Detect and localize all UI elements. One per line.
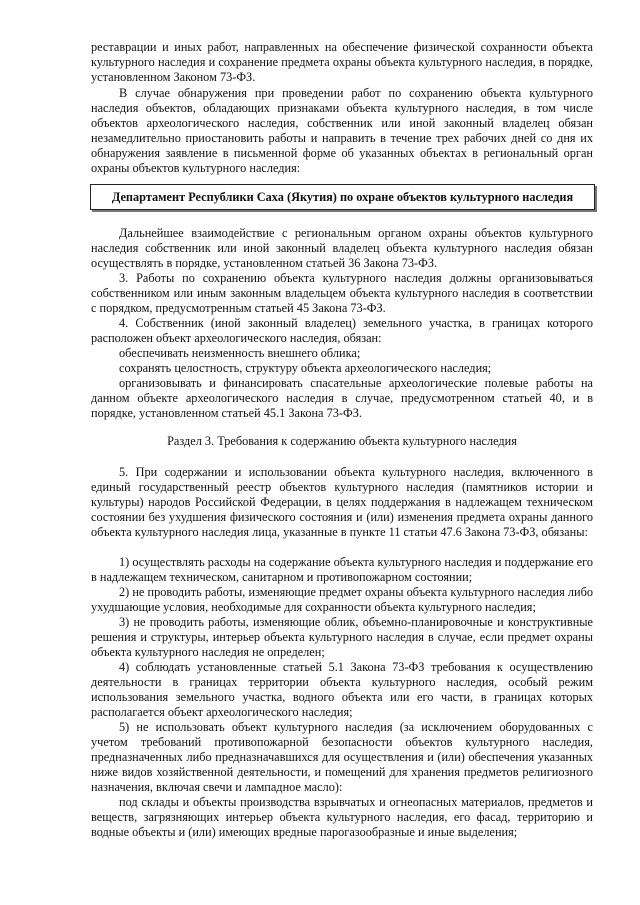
item-1: 1) осуществлять расходы на содержание объекта культурного наследия и поддержание его в надлежащем техническом, санитарном и противопожарном состоянии; xyxy=(91,555,593,584)
item-2: 2) не проводить работы, изменяющие предмет охраны объекта культурного наследия либо ухудшающие условия, необходимые для сохранности объекта культурного наследия; xyxy=(91,585,593,614)
item-5-a: под склады и объекты производства взрывчатых и огнеопасных материалов, предметов и веществ, загрязняющих интерьер объекта культурного наследия, его фасад, территорию и водные объекты и (или) имеющих вредные парогазообразные и иные выделения; xyxy=(91,795,593,839)
authority-box: Департамент Республики Саха (Якутия) по охране объектов культурного наследия xyxy=(90,184,595,210)
item-3: 3) не проводить работы, изменяющие облик, объемно-планировочные и конструктивные решения и структуры, интерьер объекта культурного наследия в случае, если предмет охраны объекта культурного наследия не определен; xyxy=(91,615,593,659)
paragraph-interaction: Дальнейшее взаимодействие с региональным органом охраны объектов культурного наследия собственник или иной законный владелец объекта культурного наследия обязан осуществлять в порядке, установленном статьей 36 Закона 73-ФЗ. xyxy=(91,226,593,270)
paragraph-3: 3. Работы по сохранению объекта культурного наследия должны организовываться собственником или иным законным владельцем объекта культурного наследия в соответствии с порядком, предусмотренным статьей 45 Закона 73-ФЗ. xyxy=(91,271,593,315)
paragraph-4-item-b: сохранять целостность, структуру объекта археологического наследия; xyxy=(119,361,492,375)
paragraph-top: реставрации и иных работ, направленных на обеспечение физической сохранности объекта культурного наследия и сохранение предмета охраны объекта культурного наследия, в порядке, установленном Законом 73-ФЗ. xyxy=(91,40,593,84)
item-5: 5) не использовать объект культурного наследия (за исключением оборудованных с учетом требований противопожарной безопасности объектов культурного наследия, предназначенных либо предназначавшихся для осуществления и (или) обеспечения указанных ниже видов хозяйственной деятельности, и помещений для хранения предметов религиозного назначения, включая свечи и лампадное масло): xyxy=(91,720,593,794)
paragraph-4: 4. Собственник (иной законный владелец) земельного участка, в границах которого расположен объект археологического наследия, обязан: xyxy=(91,316,593,345)
section-title: Раздел 3. Требования к содержанию объекта культурного наследия xyxy=(167,434,517,448)
paragraph-4-item-c: организовывать и финансировать спасательные археологические полевые работы на данном объекте археологического наследия в случае, предусмотренном статьей 40, и в порядке, установленном статьей 45.1 Закона 73-ФЗ. xyxy=(91,376,593,420)
paragraph-discovery: В случае обнаружения при проведении работ по сохранению объекта культурного наследия объектов, обладающих признаками объекта культурного наследия, в том числе объектов археологического наследия, собственник или иной законный владелец обязан незамедлительно приостановить работы и направить в течение трех рабочих дней со дня их обнаружения заявление в письменной форме об указанных объектах в региональный орган охраны объектов культурного наследия: xyxy=(91,86,593,175)
paragraph-5: 5. При содержании и использовании объекта культурного наследия, включенного в единый государственный реестр объектов культурного наследия (памятников истории и культуры) народов Российской Федерации, в целях поддержания в надлежащем техническом состоянии без ухудшения физического состояния и (или) изменения предмета охраны данного объекта культурного наследия лица, указанные в пункте 11 статьи 47.6 Закона 73-ФЗ, обязаны: xyxy=(91,465,593,539)
paragraph-4-item-a: обеспечивать неизменность внешнего облика; xyxy=(119,346,361,360)
item-4: 4) соблюдать установленные статьей 5.1 Закона 73-ФЗ требования к осуществлению деятельности в границах территории объекта культурного наследия, особый режим использования земельного участка, водного объекта или его части, в границах которых располагается объект археологического наследия; xyxy=(91,660,593,719)
